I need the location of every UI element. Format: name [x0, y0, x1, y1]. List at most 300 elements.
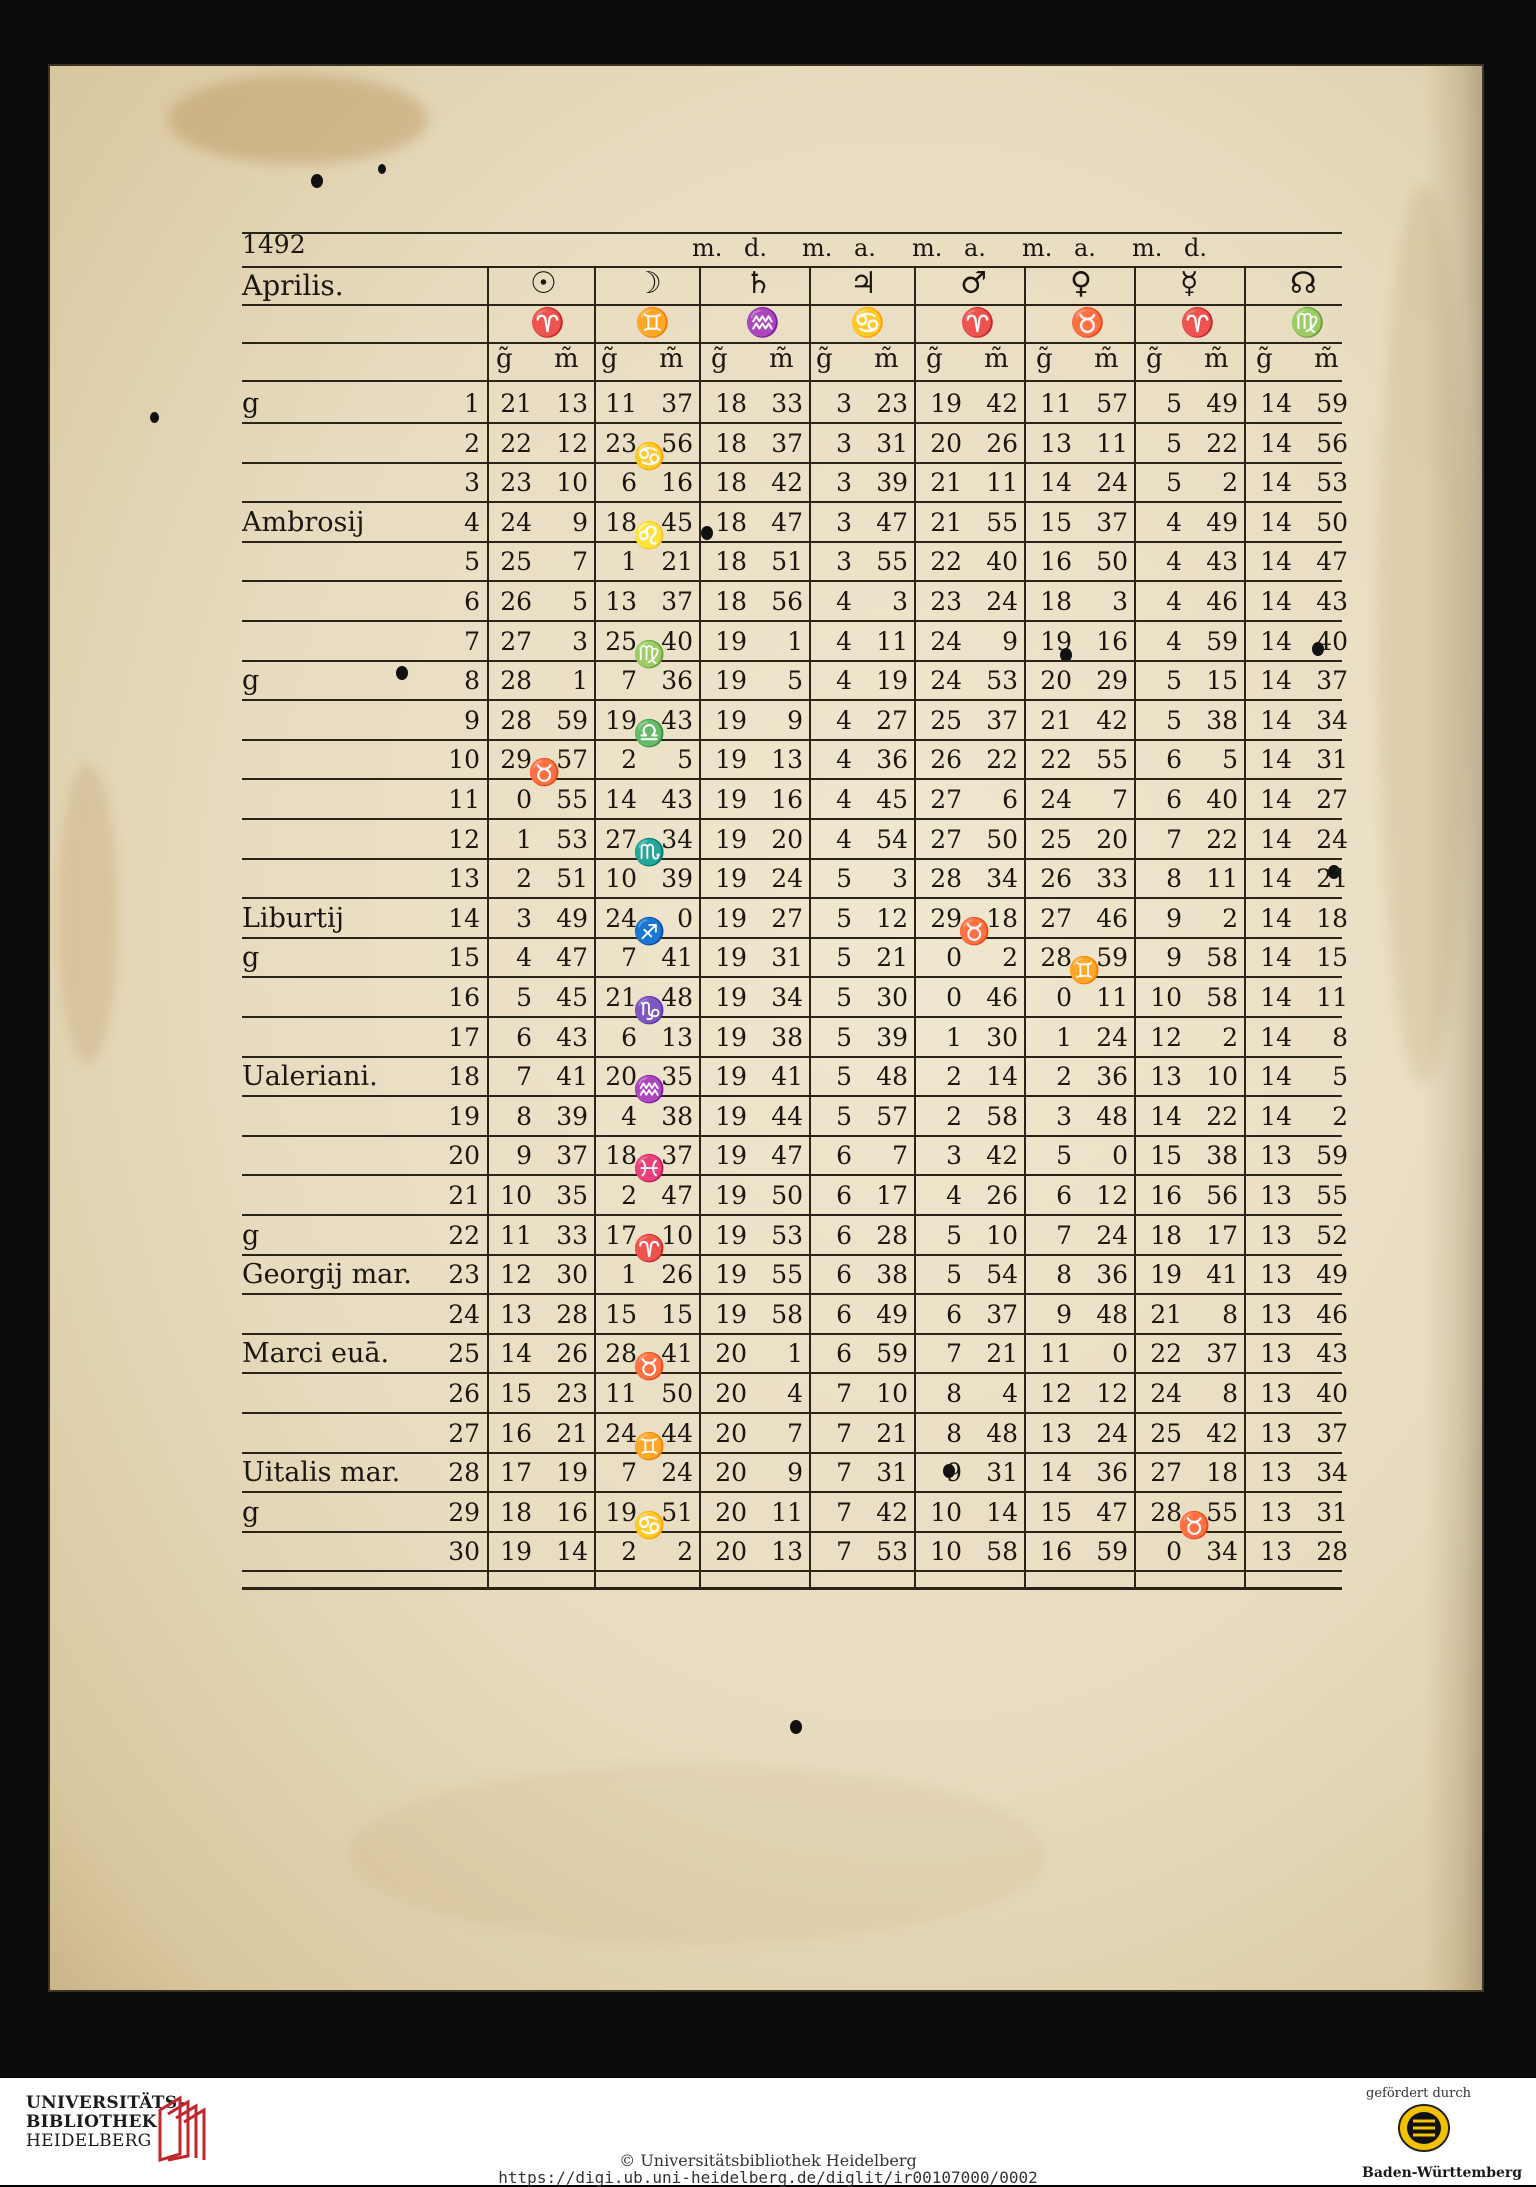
- minutes-value: 30: [876, 983, 908, 1012]
- table-row: [242, 1097, 1348, 1137]
- minutes-value: 46: [986, 983, 1018, 1012]
- column-rule: [594, 268, 596, 1588]
- minutes-value: 47: [876, 507, 908, 537]
- degrees-value: 4: [621, 1101, 637, 1131]
- degrees-value: 19: [715, 983, 747, 1012]
- minutes-value: 53: [876, 1537, 908, 1567]
- minutes-value: 45: [661, 507, 693, 537]
- minutes-value: 53: [1316, 468, 1348, 498]
- degrees-value: 3: [836, 468, 852, 498]
- minutes-header: m̃: [659, 344, 684, 374]
- degrees-value: 28: [500, 705, 532, 735]
- minutes-value: 9: [572, 507, 588, 537]
- minutes-value: 28: [876, 1220, 908, 1250]
- degrees-value: 17: [500, 1458, 532, 1488]
- minutes-value: 41: [771, 1062, 803, 1092]
- degrees-value: 13: [1260, 1458, 1292, 1488]
- degrees-value: 19: [715, 943, 747, 973]
- minutes-value: 52: [1316, 1220, 1348, 1250]
- minutes-value: 51: [771, 547, 803, 577]
- degrees-value: 3: [836, 428, 852, 458]
- minutes-value: 43: [661, 705, 693, 735]
- saint-name: g: [242, 942, 260, 974]
- minutes-value: 10: [661, 1220, 693, 1250]
- minutes-value: 22: [986, 745, 1018, 775]
- day-number: 24: [448, 1299, 480, 1329]
- minutes-value: 39: [556, 1101, 588, 1131]
- minutes-value: 4: [1002, 1379, 1018, 1408]
- minutes-value: 21: [1316, 864, 1348, 894]
- minutes-value: 34: [661, 824, 693, 854]
- degrees-value: 14: [1260, 468, 1292, 498]
- table-row: [242, 1414, 1348, 1454]
- table-row: [242, 859, 1348, 899]
- minutes-value: 22: [1206, 1101, 1238, 1131]
- minutes-value: 0: [1112, 1339, 1128, 1369]
- table-row: [242, 820, 1348, 860]
- degrees-value: 19: [715, 745, 747, 775]
- table-row: [242, 384, 1348, 424]
- minutes-value: 7: [892, 1141, 908, 1171]
- minutes-header: m̃: [1314, 344, 1339, 374]
- degrees-value: 11: [1040, 389, 1072, 418]
- minutes-value: 34: [1316, 705, 1348, 735]
- minutes-value: 57: [876, 1101, 908, 1131]
- degrees-value: 14: [1260, 943, 1292, 973]
- mercury-sign-change: ♉: [1178, 1510, 1211, 1541]
- degrees-value: 5: [836, 943, 852, 973]
- minutes-value: 49: [876, 1299, 908, 1329]
- minutes-value: 30: [986, 1022, 1018, 1052]
- minutes-value: 23: [556, 1379, 588, 1408]
- degrees-value: 11: [605, 1379, 637, 1408]
- degrees-value: 19: [1150, 1260, 1182, 1290]
- degrees-value: 4: [1166, 507, 1182, 537]
- minutes-value: 59: [1206, 626, 1238, 656]
- table-row: [242, 582, 1348, 622]
- header-unit: a.: [964, 234, 986, 262]
- degrees-value: 5: [1166, 428, 1182, 458]
- degrees-value: 24: [500, 507, 532, 537]
- minutes-value: 11: [1316, 983, 1348, 1012]
- degrees-value: 25: [930, 705, 962, 735]
- minutes-value: 2: [1002, 943, 1018, 973]
- minutes-value: 11: [986, 468, 1018, 498]
- minutes-value: 55: [771, 1260, 803, 1290]
- degrees-value: 13: [1260, 1379, 1292, 1408]
- minutes-value: 38: [661, 1101, 693, 1131]
- table-row: [242, 503, 1348, 543]
- degrees-header: g̃: [816, 344, 833, 374]
- moon-sign-change: ♉: [633, 1352, 666, 1383]
- degrees-value: 6: [836, 1141, 852, 1171]
- minutes-value: 3: [892, 587, 908, 616]
- minutes-value: 5: [787, 666, 803, 696]
- minutes-value: 42: [986, 1141, 1018, 1171]
- minutes-value: 1: [787, 1339, 803, 1369]
- degrees-value: 8: [516, 1101, 532, 1131]
- degrees-value: 18: [1040, 587, 1072, 616]
- saint-name: g: [242, 1496, 260, 1528]
- minutes-value: 55: [876, 547, 908, 577]
- day-number: 28: [448, 1458, 480, 1488]
- degrees-value: 7: [836, 1497, 852, 1527]
- minutes-value: 49: [1316, 1260, 1348, 1290]
- degrees-value: 6: [1166, 785, 1182, 814]
- degrees-value: 5: [1166, 705, 1182, 735]
- minutes-value: 46: [1206, 587, 1238, 616]
- table-row: [242, 463, 1348, 503]
- day-number: 18: [448, 1062, 480, 1092]
- minutes-value: 56: [1316, 428, 1348, 458]
- minutes-header: m̃: [1094, 344, 1119, 374]
- minutes-value: 9: [1002, 626, 1018, 656]
- degrees-value: 9: [1166, 903, 1182, 933]
- minutes-value: 26: [556, 1339, 588, 1369]
- minutes-value: 13: [556, 389, 588, 418]
- day-number: 21: [448, 1181, 480, 1210]
- degrees-value: 4: [836, 626, 852, 656]
- degrees-value: 19: [715, 1181, 747, 1210]
- degrees-value: 6: [946, 1299, 962, 1329]
- degrees-value: 15: [500, 1379, 532, 1408]
- copyright-text: © Universitätsbibliothek Heidelberg: [619, 2151, 917, 2170]
- minutes-header: m̃: [769, 344, 794, 374]
- column-rule: [1134, 268, 1136, 1588]
- moon-sign-change: ♓: [633, 1154, 666, 1185]
- degrees-value: 7: [1166, 824, 1182, 854]
- day-number: 7: [464, 626, 480, 656]
- saint-name: Georgij mar.: [242, 1259, 412, 1291]
- minutes-value: 1: [787, 626, 803, 656]
- degrees-value: 9: [1166, 943, 1182, 973]
- degrees-value: 4: [836, 785, 852, 814]
- degrees-value: 24: [605, 1418, 637, 1448]
- minutes-value: 59: [1096, 1537, 1128, 1567]
- minutes-value: 50: [986, 824, 1018, 854]
- degrees-value: 13: [1260, 1418, 1292, 1448]
- minutes-value: 5: [1332, 1062, 1348, 1092]
- degrees-value: 16: [1150, 1181, 1182, 1210]
- table-row: [242, 424, 1348, 464]
- header-unit: a.: [854, 234, 876, 262]
- minutes-value: 16: [556, 1497, 588, 1527]
- degrees-value: 19: [715, 1260, 747, 1290]
- degrees-value: 13: [1260, 1537, 1292, 1567]
- degrees-value: 5: [946, 1260, 962, 1290]
- table-row: [242, 701, 1348, 741]
- moon-sign-change: ♋: [633, 1510, 666, 1541]
- degrees-header: g̃: [711, 344, 728, 374]
- zodiac-sign: ♉: [1070, 306, 1105, 339]
- minutes-value: 36: [1096, 1260, 1128, 1290]
- minutes-value: 15: [661, 1299, 693, 1329]
- degrees-value: 25: [1150, 1418, 1182, 1448]
- degrees-value: 5: [1166, 666, 1182, 696]
- minutes-value: 45: [876, 785, 908, 814]
- minutes-value: 59: [1096, 943, 1128, 973]
- degrees-value: 20: [715, 1497, 747, 1527]
- baden-wuerttemberg-seal-icon: [1397, 2103, 1451, 2153]
- degrees-value: 25: [1040, 824, 1072, 854]
- minutes-value: 58: [1206, 983, 1238, 1012]
- minutes-header: m̃: [874, 344, 899, 374]
- day-number: 27: [448, 1418, 480, 1448]
- saint-name: Marci euā.: [242, 1338, 390, 1370]
- degrees-value: 18: [605, 507, 637, 537]
- minutes-value: 18: [1316, 903, 1348, 933]
- minutes-value: 8: [1222, 1379, 1238, 1408]
- column-rule: [1244, 268, 1246, 1588]
- degrees-value: 19: [715, 903, 747, 933]
- day-number: 3: [464, 468, 480, 498]
- year-label: 1492: [242, 230, 306, 259]
- library-line-1: UNIVERSITÄTS-: [26, 2093, 186, 2113]
- degrees-value: 5: [946, 1220, 962, 1250]
- degrees-value: 6: [836, 1260, 852, 1290]
- minutes-value: 37: [1096, 507, 1128, 537]
- zodiac-sign: ♒: [745, 306, 780, 339]
- degrees-value: 20: [1040, 666, 1072, 696]
- day-number: 12: [448, 824, 480, 854]
- minutes-value: 40: [1316, 626, 1348, 656]
- degrees-value: 19: [605, 1497, 637, 1527]
- minutes-value: 38: [771, 1022, 803, 1052]
- minutes-value: 5: [677, 745, 693, 775]
- minutes-value: 58: [1206, 943, 1238, 973]
- minutes-header: m̃: [1204, 344, 1229, 374]
- table-row: [242, 1136, 1348, 1176]
- table-row: [242, 1334, 1348, 1374]
- minutes-value: 28: [556, 1299, 588, 1329]
- degrees-value: 11: [500, 1220, 532, 1250]
- degrees-value: 8: [1166, 864, 1182, 894]
- sun-sign-change: ♉: [528, 758, 561, 789]
- degrees-value: 25: [605, 626, 637, 656]
- degrees-value: 20: [715, 1379, 747, 1408]
- permalink-url[interactable]: https://digi.ub.uni-heidelberg.de/diglit/ir00107000/0002: [498, 2168, 1038, 2187]
- saint-name: Ualeriani.: [242, 1061, 378, 1093]
- day-number: 2: [464, 428, 480, 458]
- minutes-value: 14: [556, 1537, 588, 1567]
- day-number: 26: [448, 1379, 480, 1408]
- day-number: 17: [448, 1022, 480, 1052]
- minutes-value: 48: [986, 1418, 1018, 1448]
- degrees-value: 22: [500, 428, 532, 458]
- minutes-value: 15: [1206, 666, 1238, 696]
- table-row: [242, 1453, 1348, 1493]
- degrees-value: 3: [836, 547, 852, 577]
- degrees-value: 27: [1040, 903, 1072, 933]
- degrees-value: 19: [715, 864, 747, 894]
- degrees-value: 4: [836, 745, 852, 775]
- degrees-value: 6: [621, 1022, 637, 1052]
- degrees-value: 5: [1056, 1141, 1072, 1171]
- column-rule: [809, 268, 811, 1588]
- minutes-value: 9: [787, 705, 803, 735]
- minutes-value: 2: [1222, 468, 1238, 498]
- degrees-value: 5: [1166, 468, 1182, 498]
- day-number: 20: [448, 1141, 480, 1171]
- venus-sign-change: ♊: [1068, 956, 1101, 987]
- table-row: [242, 1018, 1348, 1058]
- degrees-value: 9: [946, 1458, 962, 1488]
- degrees-value: 14: [1040, 468, 1072, 498]
- minutes-value: 56: [1206, 1181, 1238, 1210]
- degrees-value: 0: [946, 943, 962, 973]
- degrees-value: 2: [1056, 1062, 1072, 1092]
- degrees-value: 2: [621, 745, 637, 775]
- minutes-value: 37: [661, 1141, 693, 1171]
- minutes-value: 35: [556, 1181, 588, 1210]
- minutes-value: 34: [1206, 1537, 1238, 1567]
- minutes-value: 34: [771, 983, 803, 1012]
- minutes-value: 42: [771, 468, 803, 498]
- header-unit: m.: [692, 234, 723, 262]
- table-row: [242, 1532, 1348, 1572]
- degrees-value: 19: [715, 705, 747, 735]
- minutes-value: 39: [876, 468, 908, 498]
- degrees-value: 14: [1260, 705, 1292, 735]
- degrees-value: 5: [836, 983, 852, 1012]
- minutes-value: 47: [1316, 547, 1348, 577]
- day-number: 6: [464, 587, 480, 616]
- minutes-value: 58: [986, 1101, 1018, 1131]
- minutes-value: 31: [771, 943, 803, 973]
- degrees-value: 7: [946, 1339, 962, 1369]
- day-number: 19: [448, 1101, 480, 1131]
- degrees-value: 24: [930, 666, 962, 696]
- header-unit: m.: [912, 234, 943, 262]
- degrees-value: 6: [621, 468, 637, 498]
- degrees-value: 10: [930, 1537, 962, 1567]
- minutes-value: 1: [572, 666, 588, 696]
- degrees-value: 25: [500, 547, 532, 577]
- minutes-value: 59: [1316, 389, 1348, 418]
- degrees-value: 16: [1040, 1537, 1072, 1567]
- table-row: [242, 542, 1348, 582]
- minutes-value: 59: [876, 1339, 908, 1369]
- minutes-value: 10: [556, 468, 588, 498]
- table-row: [242, 1493, 1348, 1533]
- degrees-value: 28: [930, 864, 962, 894]
- day-number: 10: [448, 745, 480, 775]
- table-row: [242, 899, 1348, 939]
- minutes-value: 58: [771, 1299, 803, 1329]
- minutes-value: 37: [661, 389, 693, 418]
- degrees-value: 29: [500, 745, 532, 775]
- degrees-value: 0: [946, 983, 962, 1012]
- minutes-value: 41: [661, 943, 693, 973]
- minutes-value: 48: [876, 1062, 908, 1092]
- degrees-value: 22: [1040, 745, 1072, 775]
- minutes-value: 36: [1096, 1062, 1128, 1092]
- degrees-value: 10: [1150, 983, 1182, 1012]
- minutes-value: 47: [556, 943, 588, 973]
- minutes-value: 37: [661, 587, 693, 616]
- degrees-value: 4: [836, 587, 852, 616]
- table-row: [242, 622, 1348, 662]
- minutes-value: 47: [771, 1141, 803, 1171]
- degrees-value: 7: [621, 666, 637, 696]
- day-number: 16: [448, 983, 480, 1012]
- minutes-value: 3: [892, 864, 908, 894]
- degrees-value: 5: [516, 983, 532, 1012]
- minutes-value: 40: [661, 626, 693, 656]
- mars-symbol: ♂: [960, 266, 987, 301]
- degrees-value: 14: [1260, 428, 1292, 458]
- degrees-value: 10: [930, 1497, 962, 1527]
- month-label: Aprilis.: [242, 269, 344, 302]
- degrees-value: 14: [1260, 983, 1292, 1012]
- minutes-value: 47: [661, 1181, 693, 1210]
- degrees-value: 19: [715, 1299, 747, 1329]
- degrees-value: 7: [1056, 1220, 1072, 1250]
- degrees-value: 20: [715, 1537, 747, 1567]
- degrees-value: 5: [1166, 389, 1182, 418]
- minutes-value: 22: [1206, 428, 1238, 458]
- minutes-value: 42: [1096, 705, 1128, 735]
- degrees-value: 8: [946, 1418, 962, 1448]
- minutes-value: 16: [661, 468, 693, 498]
- degrees-value: 12: [500, 1260, 532, 1290]
- minutes-value: 37: [771, 428, 803, 458]
- degrees-value: 14: [1260, 507, 1292, 537]
- jupiter-symbol: ♃: [850, 266, 877, 301]
- minutes-value: 49: [1206, 507, 1238, 537]
- minutes-value: 4: [787, 1379, 803, 1408]
- degrees-header: g̃: [496, 344, 513, 374]
- saint-name: Uitalis mar.: [242, 1457, 401, 1489]
- degrees-value: 19: [715, 1101, 747, 1131]
- degrees-value: 21: [1040, 705, 1072, 735]
- minutes-value: 55: [1096, 745, 1128, 775]
- minutes-value: 10: [876, 1379, 908, 1408]
- degrees-value: 4: [1166, 587, 1182, 616]
- degrees-value: 14: [1260, 824, 1292, 854]
- minutes-value: 48: [661, 983, 693, 1012]
- minutes-value: 21: [986, 1339, 1018, 1369]
- degrees-value: 18: [1150, 1220, 1182, 1250]
- row-rule: [242, 1570, 1342, 1572]
- minutes-value: 18: [986, 903, 1018, 933]
- minutes-value: 24: [1096, 1022, 1128, 1052]
- degrees-value: 27: [500, 626, 532, 656]
- degrees-value: 27: [605, 824, 637, 854]
- degrees-value: 10: [605, 864, 637, 894]
- minutes-value: 2: [1332, 1101, 1348, 1131]
- degrees-value: 21: [605, 983, 637, 1012]
- minutes-value: 55: [556, 785, 588, 814]
- minutes-value: 40: [1206, 785, 1238, 814]
- minutes-value: 21: [556, 1418, 588, 1448]
- degrees-value: 3: [1056, 1101, 1072, 1131]
- minutes-value: 40: [1316, 1379, 1348, 1408]
- degrees-value: 16: [1040, 547, 1072, 577]
- degrees-value: 4: [1166, 547, 1182, 577]
- degrees-value: 18: [715, 587, 747, 616]
- column-rule: [699, 268, 701, 1588]
- degrees-value: 14: [605, 785, 637, 814]
- minutes-value: 37: [986, 1299, 1018, 1329]
- degrees-value: 1: [621, 547, 637, 577]
- funder-name: Baden-Württemberg: [1362, 2165, 1523, 2181]
- moon-sign-change: ♊: [633, 1431, 666, 1462]
- day-number: 9: [464, 705, 480, 735]
- minutes-value: 36: [1096, 1458, 1128, 1488]
- day-number: 5: [464, 547, 480, 577]
- degrees-value: 5: [836, 903, 852, 933]
